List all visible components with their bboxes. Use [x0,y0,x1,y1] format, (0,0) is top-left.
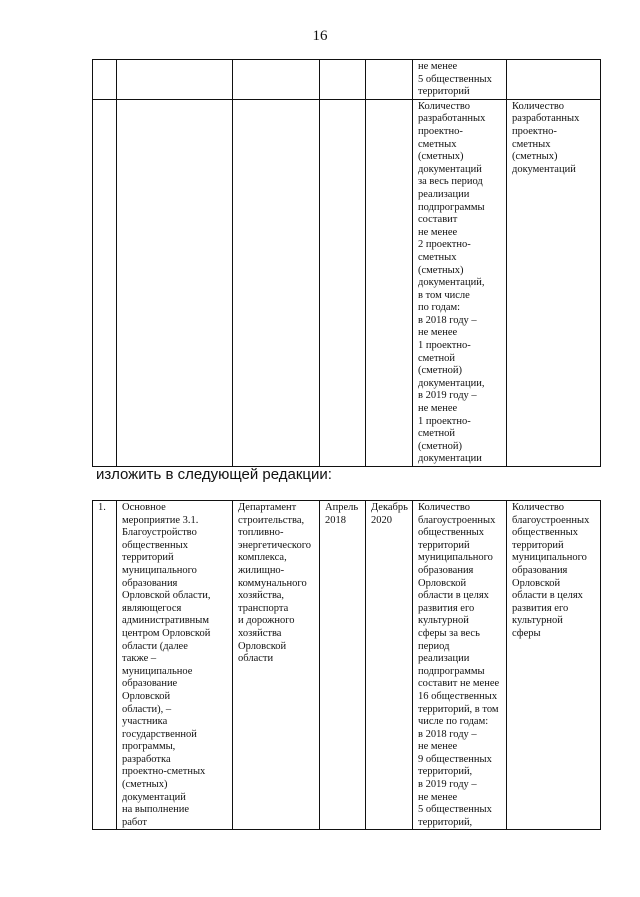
text-line: развития его [512,602,569,614]
table-cell-start [320,99,366,466]
continuation-table [92,59,601,467]
text-line: 2018 [325,514,346,526]
text-line: области (далее [122,640,188,652]
table-cell-indicator [507,501,601,830]
text-line: образования [122,577,178,589]
text-line: Основное [122,502,166,513]
text-line: за весь период [418,176,483,188]
text-line: разработка [122,753,171,765]
text-line: проектно-сметных [122,766,206,778]
table-cell-indicator [507,99,601,466]
text-line: числе по годам: [418,716,489,728]
table-cell-end [366,60,413,100]
text-line: Количество [418,100,471,112]
text-line: государственной [122,728,197,740]
text-line: 9 общественных [418,753,492,765]
text-line: Орловской области, [122,590,211,602]
text-line: территорий, в том [418,703,499,715]
text-line: территорий [122,552,174,564]
text-line: сметной [418,352,456,364]
table-cell-activity [117,60,233,100]
text-line: (сметных) [122,779,168,791]
text-line: 16 общественных [418,690,498,702]
text-line: области [238,653,274,665]
text-line: сметной [418,428,456,440]
text-line: топливно- [238,527,284,539]
section-heading: изложить в следующей редакции: [96,466,332,483]
text-line: мероприятие 3.1. [122,514,199,526]
text-line: 5 общественных [418,804,492,816]
text-line: территорий [512,539,564,551]
text-line: Количество [418,502,471,513]
text-line: административным [122,615,210,627]
text-line: транспорта [238,602,289,614]
text-line: работ [122,816,147,828]
text-line: подпрограммы [418,665,485,677]
text-line: разработанных [512,113,580,125]
text-line: не менее [418,791,458,803]
text-line: сферы за весь [418,627,480,639]
table-cell-num [93,99,117,466]
text-line: Орловской [238,640,287,652]
text-line: Орловской [512,577,561,589]
page-number: 16 [312,28,328,44]
table-row [93,60,601,100]
text-line: документации, [418,377,485,389]
text-line: общественных [512,527,578,539]
text-line: муниципального [418,552,493,564]
text-line: Орловской [122,690,171,702]
text-line: в 2018 году – [418,314,477,326]
table-cell-result [413,501,507,830]
text-line: муниципального [122,564,197,576]
table-cell-executor [233,501,320,830]
table-cell-num: 1. [93,501,117,830]
text-line: 2020 [371,514,392,526]
text-line: территорий, [418,816,473,828]
text-line: также – [122,653,157,665]
text-line: реализации [418,653,470,665]
table-cell-start [320,60,366,100]
table-cell-num [93,60,117,100]
text-line: документации [418,453,482,465]
text-line: Апрель [325,502,359,513]
text-line: сметных [512,138,551,150]
text-line: Орловской [418,577,467,589]
text-line: строительства, [238,514,305,526]
text-line: сферы [512,627,541,639]
text-line: территорий, [418,766,473,778]
table-cell-end [366,501,413,830]
text-line: составит не менее [418,678,500,690]
table-cell-result [413,60,507,100]
text-line: муниципального [512,552,587,564]
text-line: документаций [122,791,186,803]
text-line: разработанных [418,113,486,125]
text-line: по годам: [418,302,461,314]
text-line: не менее [418,327,458,339]
table-row [93,501,601,830]
text-line: области в целях [418,590,489,602]
text-line: образование [122,678,178,690]
text-line: проектно- [512,125,557,137]
text-line: (сметных) [512,151,558,163]
text-line: в 2019 году – [418,390,477,402]
text-line: в 2019 году – [418,779,477,791]
table-cell-indicator [507,60,601,100]
text-line: сметных [418,251,457,263]
table-cell-result [413,99,507,466]
text-line: Департамент [238,502,297,513]
text-line: на выполнение [122,804,190,816]
text-line: и дорожного [238,615,295,627]
text-line: культурной [512,615,563,627]
text-line: период [418,640,450,652]
text-line: участника [122,716,168,728]
text-line: не менее [418,403,458,415]
text-line: в том числе [418,289,470,301]
text-line: документаций, [418,277,485,289]
text-line: 2 проектно- [418,239,471,251]
table-row [93,99,601,466]
text-line: Благоустройство [122,527,197,539]
table-cell-activity [117,99,233,466]
text-line: составит [418,214,458,226]
text-line: являющегося [122,602,182,614]
text-line: в 2018 году – [418,728,477,740]
text-line: благоустроенных [512,514,590,526]
text-line: (сметных) [418,264,464,276]
text-line: благоустроенных [418,514,496,526]
text-line: (сметной) [418,440,463,452]
table-cell-start [320,501,366,830]
text-line: муниципальное [122,665,193,677]
text-line: подпрограммы [418,201,485,213]
text-line: не менее [418,741,458,753]
text-line: территорий [418,86,470,98]
text-line: документаций [418,163,482,175]
text-line: (сметной) [418,365,463,377]
text-line: реализации [418,188,470,200]
text-line: Декабрь [371,502,408,513]
text-line: коммунального [238,577,307,589]
text-line: Количество [512,100,565,112]
text-line: образования [512,564,568,576]
text-line: общественных [418,527,484,539]
text-line: области), – [122,703,172,715]
text-line: сметных [418,138,457,150]
text-line: комплекса, [238,552,287,564]
text-line: проектно- [418,125,463,137]
text-line: территорий [418,539,470,551]
text-line: образования [418,564,474,576]
text-line: общественных [122,539,188,551]
text-line: не менее [418,61,458,72]
text-line: энергетического [238,539,312,551]
table-cell-executor [233,99,320,466]
text-line: (сметных) [418,151,464,163]
text-line: документаций [512,163,576,175]
text-line: развития его [418,602,475,614]
text-line: жилищно- [238,564,285,576]
text-line: 1 проектно- [418,415,471,427]
text-line: 5 общественных [418,73,492,85]
text-line: центром Орловской [122,627,211,639]
new-edition-table [92,500,601,830]
text-line: программы, [122,741,176,753]
text-line: хозяйства [238,627,282,639]
table-cell-activity [117,501,233,830]
table-cell-executor [233,60,320,100]
text-line: Количество [512,502,565,513]
text-line: хозяйства, [238,590,285,602]
text-line: не менее [418,226,458,238]
text-line: 1 проектно- [418,340,471,352]
text-line: области в целях [512,590,583,602]
text-line: культурной [418,615,469,627]
table-cell-end [366,99,413,466]
